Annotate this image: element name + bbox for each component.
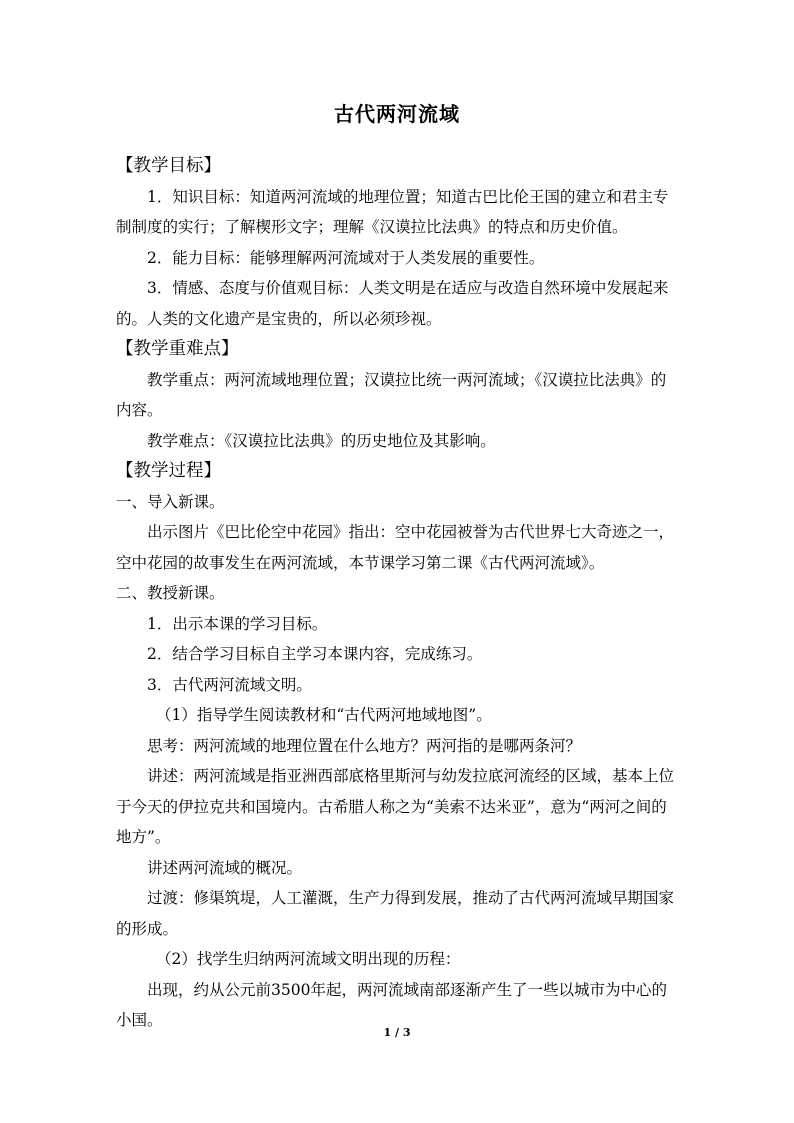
section-heading-goals: 【教学目标】 (116, 156, 221, 176)
process-step-3: 3．古代两河流域文明。 (147, 675, 312, 694)
process-sub-1: （1）指导学生阅读教材和“古代两河地域地图”。 (156, 706, 492, 724)
process-part1-title: 一、导入新课。 (116, 492, 225, 511)
page-number: 1 / 3 (383, 1026, 411, 1039)
process-overview: 讲述两河流域的概况。 (147, 858, 303, 877)
process-step-2: 2．结合学习目标自主学习本课内容，完成练习。 (147, 645, 483, 663)
goal-item-ability: 2．能力目标：能够理解两河流域对于人类发展的重要性。 (147, 248, 545, 267)
process-step-1: 1．出示本课的学习目标。 (147, 614, 328, 633)
process-emergence: 出现，约从公元前3500年起，两河流域南部逐渐产生了一些以城市为中心的小国。 (116, 980, 667, 1029)
difficult-point-text: 教学难点：《汉谟拉比法典》的历史地位及其影响。 (147, 431, 496, 450)
process-think: 思考：两河流域的地理位置在什么地方？两河指的是哪两条河？ (147, 736, 582, 755)
key-point-text: 教学重点：两河流域地理位置；汉谟拉比统一两河流域；《汉谟拉比法典》的内容。 (116, 370, 667, 419)
process-part2-title: 二、教授新课。 (116, 584, 225, 602)
goal-item-knowledge: 1．知识目标：知道两河流域的地理位置；知道古巴比伦王国的建立和君主专制制度的实行；了解楔形文字；理解《汉谟拉比法典》的特点和历史价值。 (116, 187, 669, 236)
document-body (116, 151, 678, 1036)
goal-item-emotion: 3．情感、态度与价值观目标：人类文明是在适应与改造自然环境中发展起来的。人类的文化遗产是宝贵的，所以必须珍视。 (116, 279, 669, 328)
section-heading-key-points: 【教学重难点】 (116, 339, 239, 359)
process-sub-2: （2）找学生归纳两河流域文明出现的历程： (156, 950, 461, 968)
process-transition: 过渡：修渠筑堤，人工灌溉，生产力得到发展，推动了古代两河流域早期国家的形成。 (116, 889, 675, 938)
process-explain: 讲述：两河流域是指亚洲西部底格里斯河与幼发拉底河流经的区域，基本上位于今天的伊拉克共和国境内。古希腊人称之为“美索不达米亚”，意为“两河之间的地方”。 (116, 767, 675, 846)
process-part1-text: 出示图片《巴比伦空中花园》指出：空中花园被誉为古代世界七大奇迹之一，空中花园的故事发生在两河流域，本节课学习第二课《古代两河流域》。 (116, 523, 675, 572)
section-heading-process: 【教学过程】 (116, 461, 221, 481)
page-title: 古代两河流域 (334, 102, 460, 126)
